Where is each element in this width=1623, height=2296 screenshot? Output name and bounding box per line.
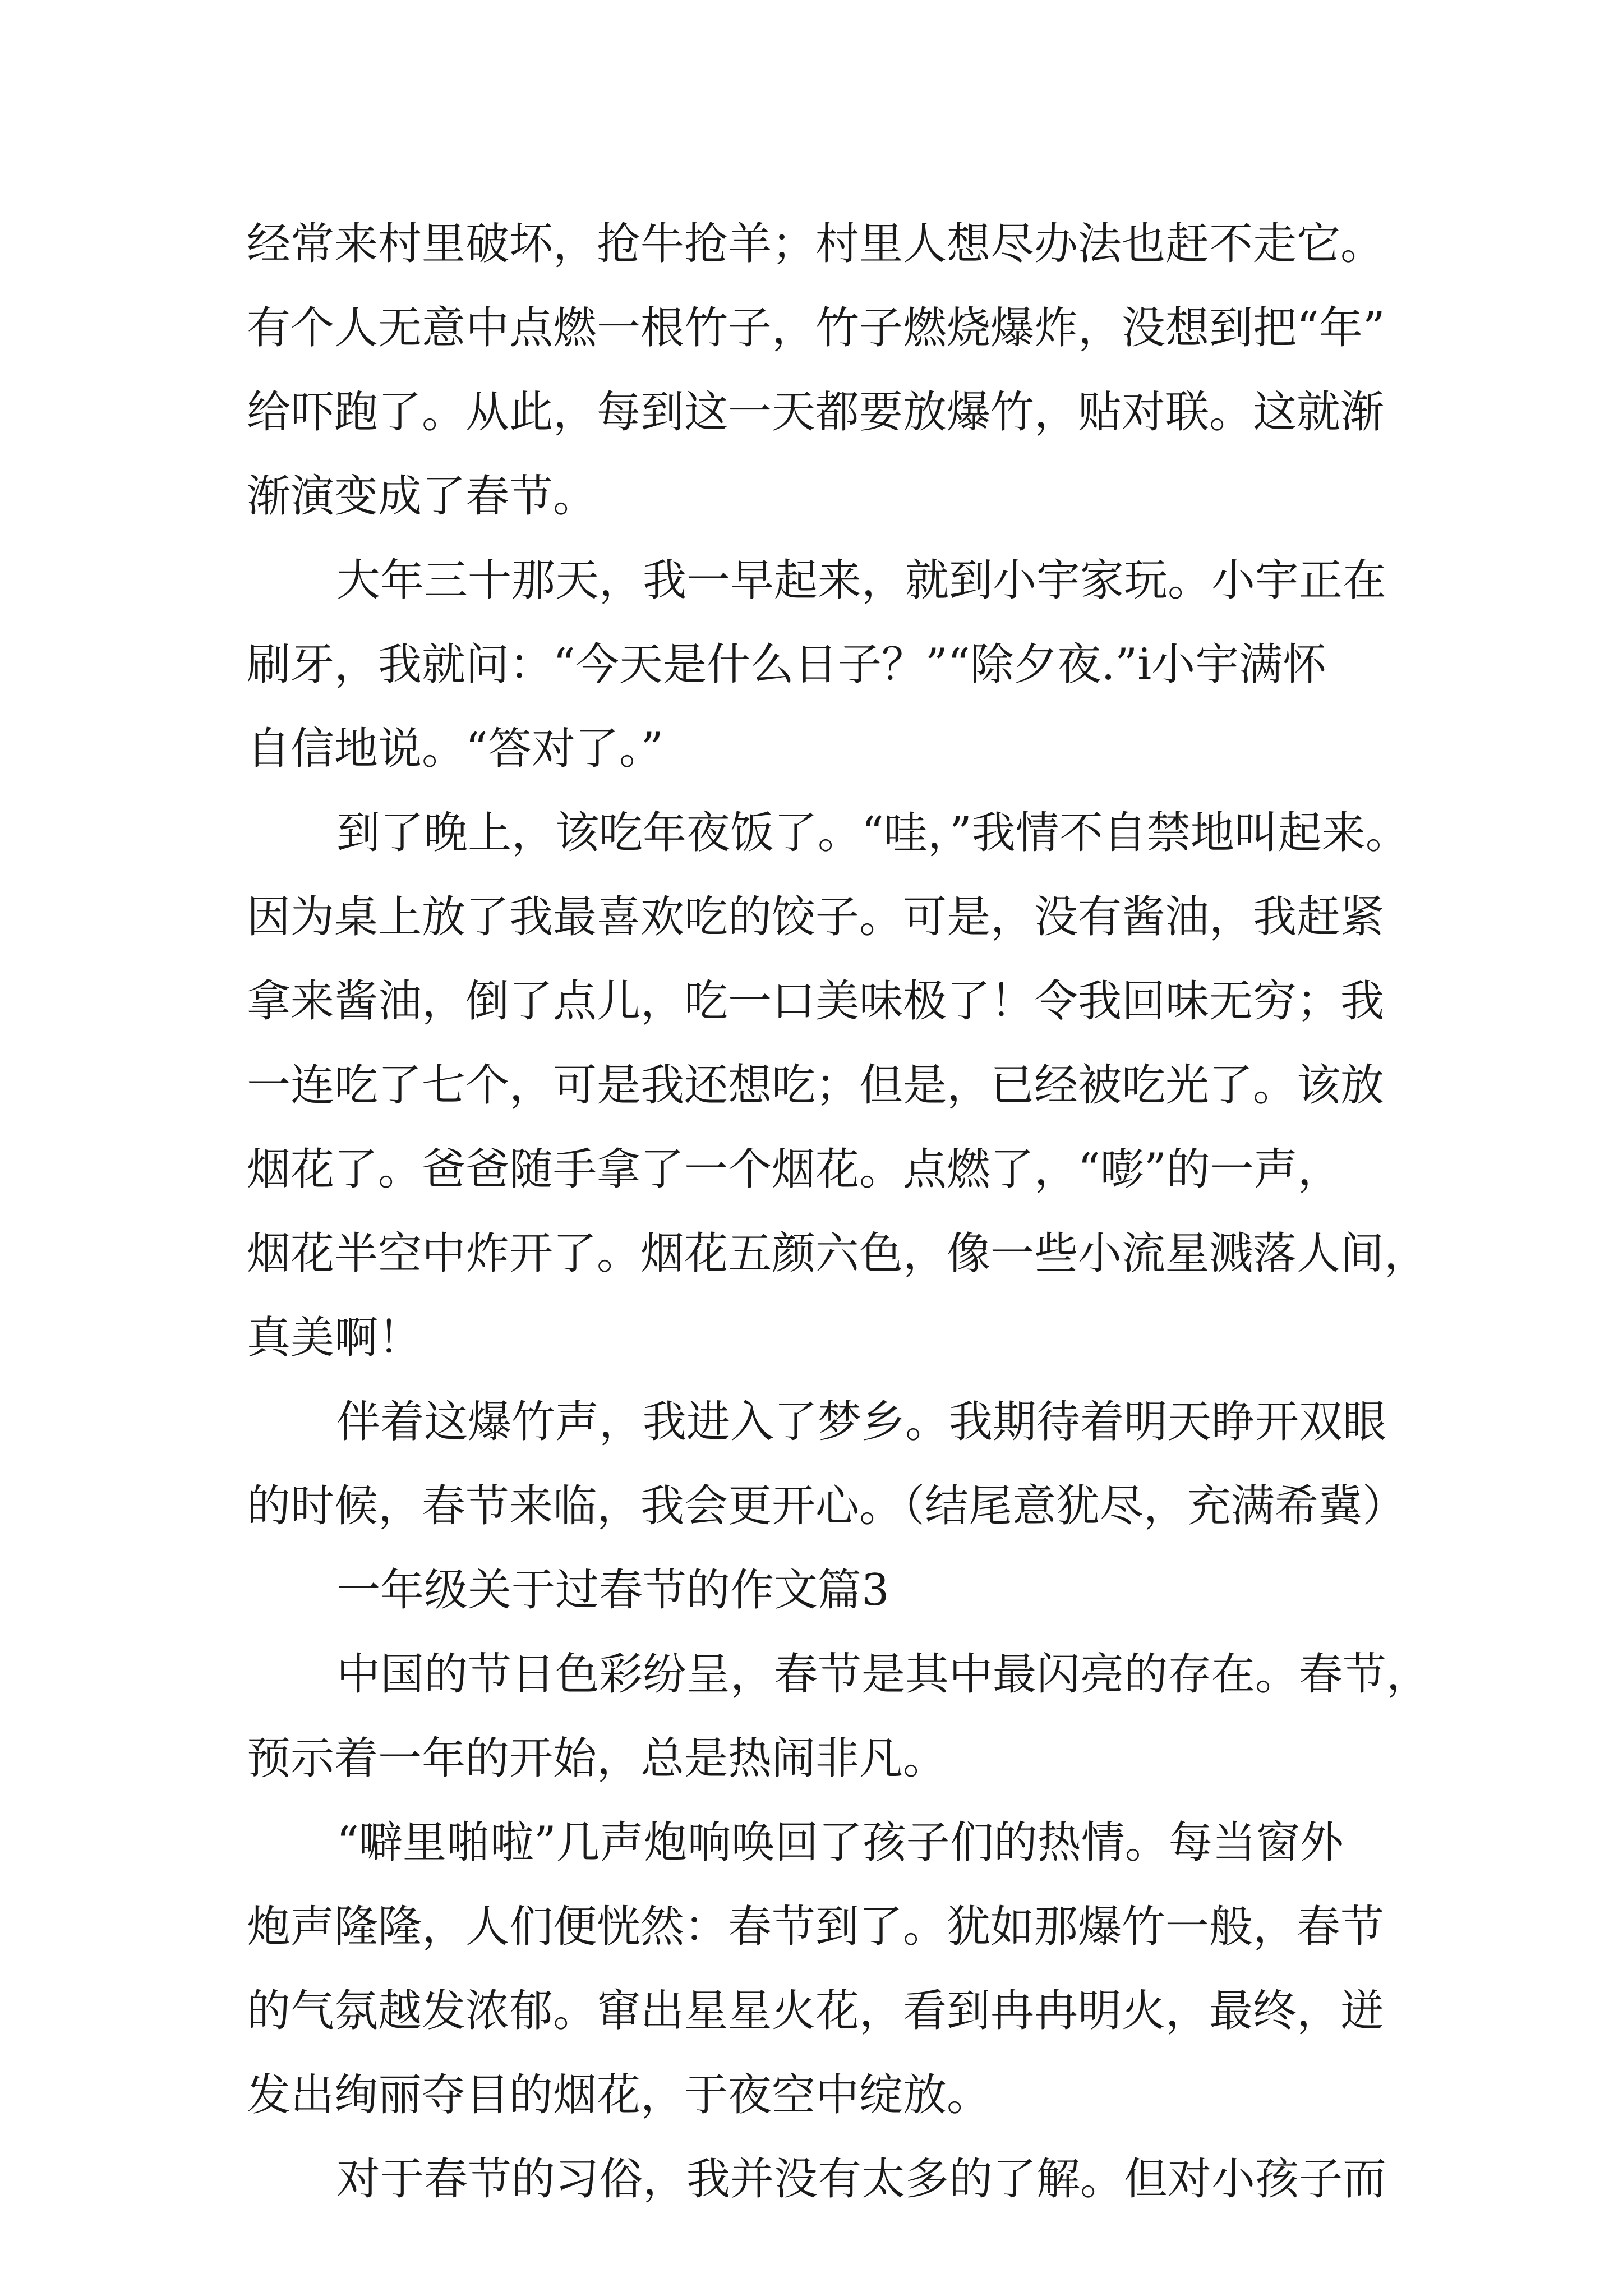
text-line: 大年三十那天，我一早起来，就到小宇家玩。小宇正在 (336, 555, 1387, 606)
text-line: 发出绚丽夺目的烟花，于夜空中绽放。 (247, 2070, 991, 2120)
text-line: 刷牙，我就问：“今天是什么日子？”“除夕夜.”i小宇满怀 (247, 639, 1327, 690)
text-line: 的时候，春节来临，我会更开心。（结尾意犹尽，充满希冀） (247, 1481, 1407, 1531)
text-line: “噼里啪啦”几声炮响唤回了孩子们的热情。每当窗外 (336, 1818, 1344, 1868)
text-line: 中国的节日色彩纷呈，春节是其中最闪亮的存在。春节， (336, 1649, 1431, 1700)
text-line: 对于春节的习俗，我并没有太多的了解。但对小孩子而 (336, 2154, 1387, 2205)
text-line: 给吓跑了。从此，每到这一天都要放爆竹，贴对联。这就渐 (247, 387, 1385, 438)
text-line: 拿来酱油，倒了点儿，吃一口美味极了！令我回味无穷；我 (247, 976, 1385, 1027)
text-line: 自信地说。“答对了。” (247, 724, 663, 774)
text-line: 渐演变成了春节。 (247, 471, 597, 522)
text-line: 经常来村里破坏，抢牛抢羊；村里人想尽办法也赶不走它。 (247, 219, 1385, 269)
text-line: 伴着这爆竹声，我进入了梦乡。我期待着明天睁开双眼 (336, 1397, 1387, 1447)
essay-text (247, 202, 1431, 2221)
text-line: 烟花了。爸爸随手拿了一个烟花。点燃了，“嘭”的一声， (247, 1144, 1341, 1195)
text-line: 因为桌上放了我最喜欢吃的饺子。可是，没有酱油，我赶紧 (247, 892, 1385, 942)
text-line: 预示着一年的开始，总是热闹非凡。 (247, 1733, 947, 1784)
text-line: 到了晚上，该吃年夜饭了。“哇，”我情不自禁地叫起来。 (336, 808, 1409, 858)
text-line: 一连吃了七个，可是我还想吃；但是，已经被吃光了。该放 (247, 1060, 1385, 1111)
text-line: 的气氛越发浓郁。窜出星星火花，看到冉冉明火，最终，迸 (247, 1986, 1385, 2036)
text-line: 烟花半空中炸开了。烟花五颜六色，像一些小流星溅落人间， (247, 1228, 1428, 1279)
text-line: 炮声隆隆，人们便恍然：春节到了。犹如那爆竹一般，春节 (247, 1902, 1385, 1952)
text-line: 真美啊！ (247, 1313, 422, 1363)
section-heading: 一年级关于过春节的作文篇3 (336, 1565, 889, 1616)
text-line: 有个人无意中点燃一根竹子，竹子燃烧爆炸，没想到把“年” (247, 303, 1385, 353)
